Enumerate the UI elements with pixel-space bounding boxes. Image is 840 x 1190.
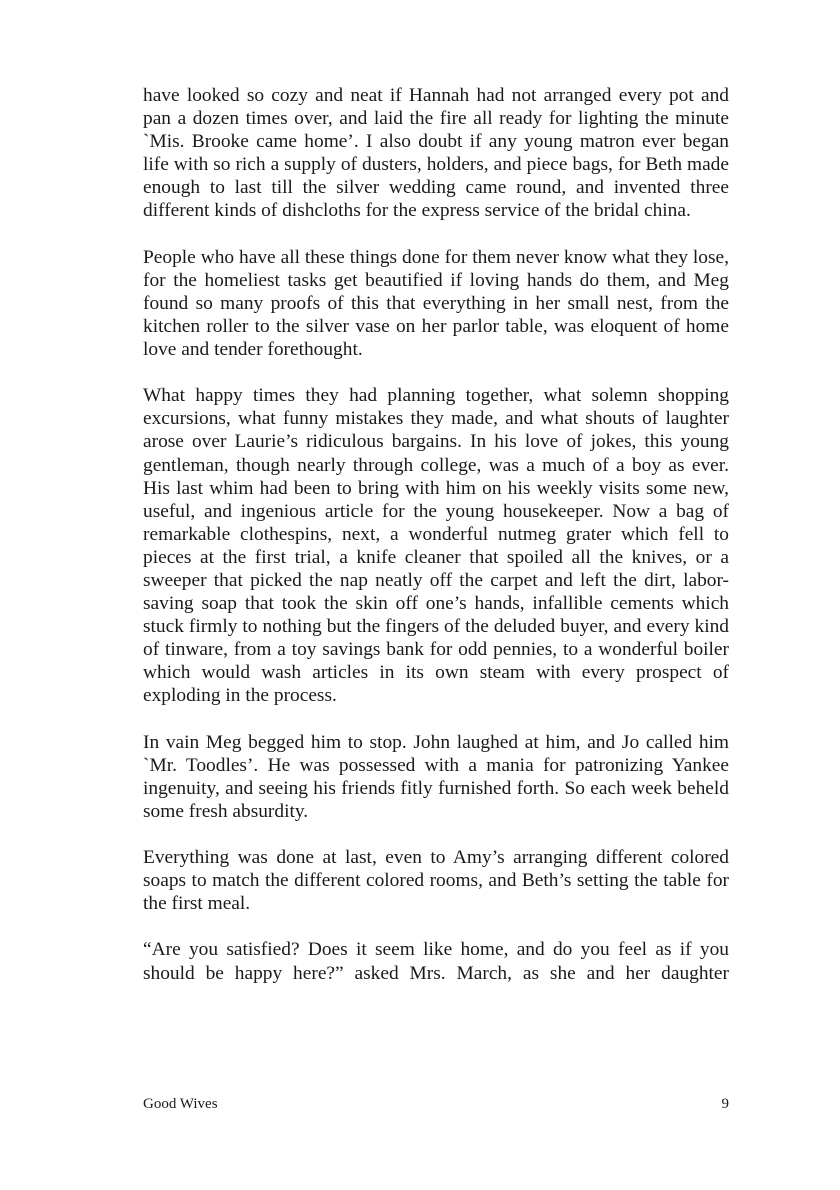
running-title: Good Wives [143,1096,218,1112]
paragraph: Everything was done at last, even to Amy’s arranging different colored soaps to match the different colored rooms, and Beth’s setting the table for the first meal. [143,847,729,915]
paragraph: What happy times they had planning together, what solemn shopping excursions, what funny mistakes they made, and what shouts of laughter arose over Laurie’s ridiculous bargains. In his love of jokes, this young gentleman, though nearly through college, was a much of a boy as ever. His last whim had been to bring with him on his weekly visits some new, useful, and ingenious article for the young housekeeper. Now a bag of remarkable clothespins, next, a wonderful nutmeg grater which fell to pieces at the first trial, a knife cleaner that spoiled all the knives, or a sweeper that picked the nap neatly off the carpet and left the dirt, labor-saving soap that took the skin off one’s hands, infallible cements which stuck firmly to nothing but the fingers of the deluded buyer, and every kind of tinware, from a toy savings bank for odd pennies, to a wonderful boiler which would wash articles in its own steam with every prospect of exploding in the process. [143,385,729,707]
paragraph: People who have all these things done for them never know what they lose, for the homeliest tasks get beautified if loving hands do them, and Meg found so many proofs of this that everything in her small nest, from the kitchen roller to the silver vase on her parlor table, was eloquent of home love and tender forethought. [143,246,729,361]
page-number: 9 [721,1096,729,1112]
page-footer [143,1096,729,1113]
page-body [143,84,729,1008]
paragraph: “Are you satisfied? Does it seem like home, and do you feel as if you should be happy here?” asked Mrs. March, as she and her daughter [143,939,729,984]
paragraph: In vain Meg begged him to stop. John laughed at him, and Jo called him `Mr. Toodles’. He was possessed with a mania for patronizing Yankee ingenuity, and seeing his friends fitly furnished forth. So each week beheld some fresh absurdity. [143,731,729,822]
paragraph: have looked so cozy and neat if Hannah had not arranged every pot and pan a dozen times over, and laid the fire all ready for lighting the minute `Mis. Brooke came home’. I also doubt if any young matron ever began life with so rich a supply of dusters, holders, and piece bags, for Beth made enough to last till the silver wedding came round, and invented three different kinds of dishcloths for the express service of the bridal china. [143,85,729,222]
